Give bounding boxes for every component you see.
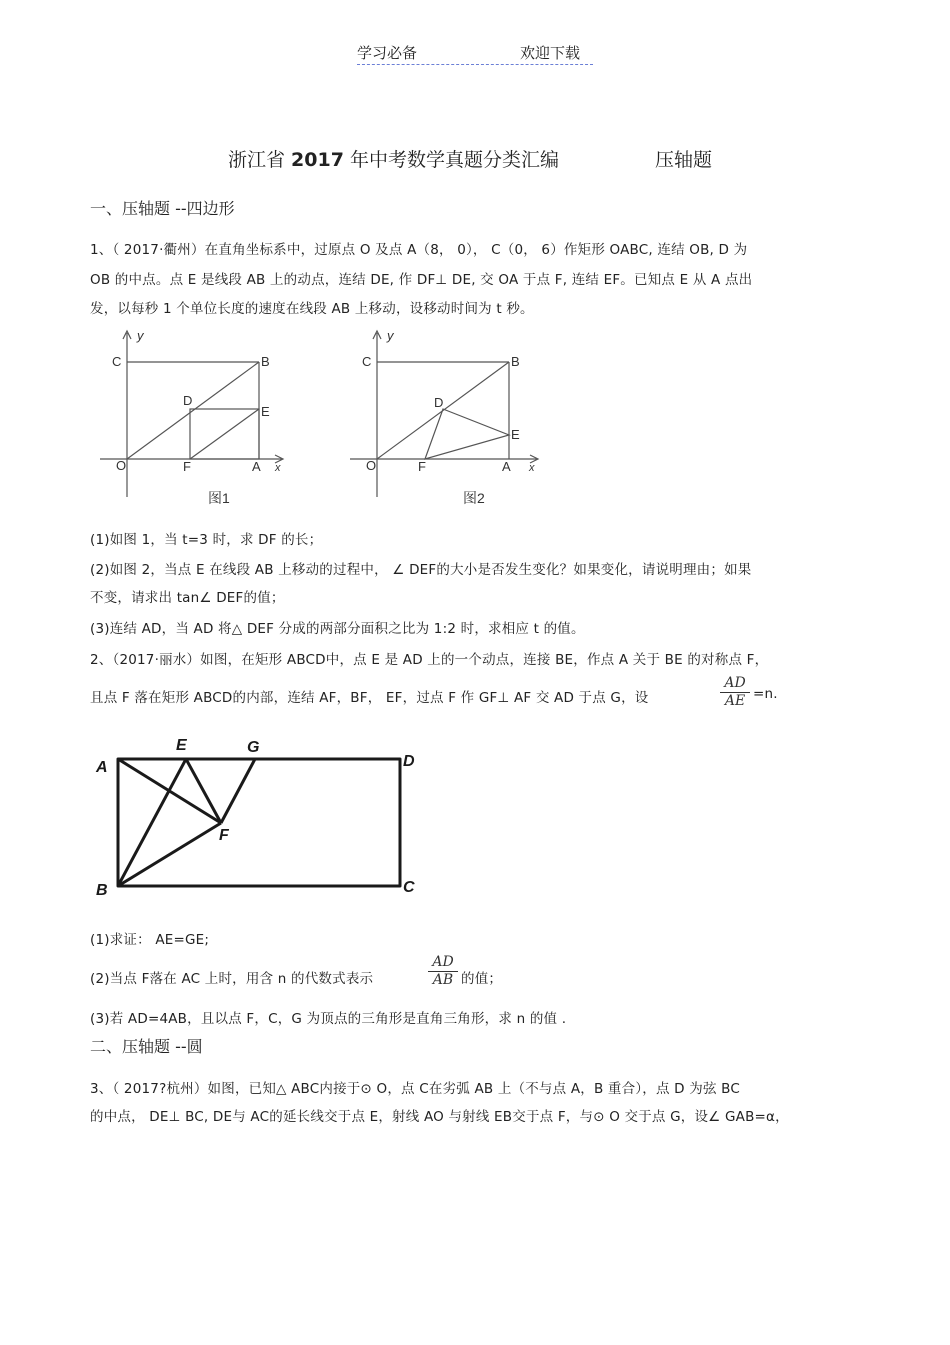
header-left: 学习必备 [357,44,418,62]
q2-sub-2a: (2)当点 F落在 AC 上时，用含 n 的代数式表示 [90,971,374,987]
q2-fraction-ad-ab [428,955,458,988]
q2-sub-2b: 的值； [461,971,503,987]
title-mid: 年中考数学真题分类汇编 [343,149,559,171]
q1-sub-2b: 不变，请求出 tan∠ DEF的值； [90,590,285,606]
q2-sub-1: (1)求证： AE=GE; [90,932,210,948]
q2-sub-3: (3)若 AD=4AB，且以点 F，C，G 为顶点的三角形是直角三角形，求 n 的值 . [90,1011,567,1027]
fig2-label-y: y [387,328,394,343]
fig2-caption: 图2 [463,490,485,506]
frac2-den: AB [432,972,454,988]
fig1-label-c: C [112,354,122,369]
fig2-label-f: F [418,459,426,474]
figure-1 [92,325,302,510]
figure-3 [90,730,430,900]
q2-line-1: 2、（2017·丽水）如图，在矩形 ABCD中，点 E 是 AD 上的一个动点，连接 BE，作点 A 关于 BE 的对称点 F， [90,652,769,668]
q3-line-2: 的中点， DE⊥ BC, DE与 AC的延长线交于点 E，射线 AO 与射线 EB交于点 F，与⊙ O 交于点 G，设∠ GAB=α， [90,1109,789,1125]
fig1-label-a: A [252,459,261,474]
q1-sub-2a: (2)如图 2，当点 E 在线段 AB 上移动的过程中， ∠ DEF的大小是否发生变化？如果变化，请说明理由；如果 [90,562,752,578]
fig3-label-e: E [176,737,187,754]
fig3-label-g: G [247,739,260,756]
q1-line-2: OB 的中点。点 E 是线段 AB 上的动点，连结 DE, 作 DF⊥ DE, 交 OA 于点 F, 连结 EF。已知点 E 从 A 点出 [90,272,753,288]
fig2-label-d: D [434,395,444,410]
fig3-label-f: F [219,827,229,844]
fig1-label-e: E [261,404,270,419]
fig3-label-d: D [403,753,415,770]
page-title-right: 压轴题 [655,149,713,171]
title-year: 2017 [291,149,344,171]
q2-fraction-ad-ae [720,676,750,709]
fig2-label-o: O [366,458,377,473]
q1-sub-3: (3)连结 AD，当 AD 将△ DEF 分成的两部分面积之比为 1:2 时，求相应 t 的值。 [90,621,585,637]
fig1-label-d: D [183,393,193,408]
title-pre: 浙江省 [228,149,292,171]
fig2-label-e: E [511,427,520,442]
q1-line-3: 发，以每秒 1 个单位长度的速度在线段 AB 上移动，设移动时间为 t 秒。 [90,301,534,317]
fig1-label-b: B [261,354,270,369]
fig2-label-x: x [529,462,535,474]
fig3-label-c: C [403,879,415,896]
q3-line-1: 3、（ 2017?杭州）如图，已知△ ABC内接于⊙ O，点 C在劣弧 AB 上（不与点 A，B 重合），点 D 为弦 BC [90,1081,740,1097]
section-heading-1: 一、压轴题 --四边形 [90,199,235,218]
q2-line-2: 且点 F 落在矩形 ABCD的内部，连结 AF，BF， EF，过点 F 作 GF⊥ AF 交 AD 于点 G，设 [90,690,649,706]
figure-2 [342,325,552,510]
section-heading-2: 二、压轴题 --圆 [90,1037,203,1056]
q1-line-1: 1、（ 2017·衢州）在直角坐标系中，过原点 O 及点 A（8， 0）， C（0， 6）作矩形 OABC, 连结 OB, D 为 [90,242,748,258]
fig2-label-a: A [502,459,511,474]
q1-sub-1: (1)如图 1，当 t=3 时，求 DF 的长； [90,532,323,548]
header-right: 欢迎下载 [520,44,581,62]
fig2-label-c: C [362,354,372,369]
fig1-label-y: y [137,328,144,343]
header-divider [357,64,593,65]
frac2-num: AD [432,954,454,970]
frac1-num: AD [724,675,746,691]
fig1-caption: 图1 [208,490,230,506]
fig3-label-b: B [96,882,108,899]
fig1-label-x: x [275,462,281,474]
q2-line-2-end: =n. [753,686,778,702]
page-title [228,145,559,172]
fig1-label-o: O [116,458,127,473]
fig3-label-a: A [96,759,108,776]
fig1-label-f: F [183,459,191,474]
fig2-label-b: B [511,354,520,369]
frac1-den: AE [724,693,746,709]
